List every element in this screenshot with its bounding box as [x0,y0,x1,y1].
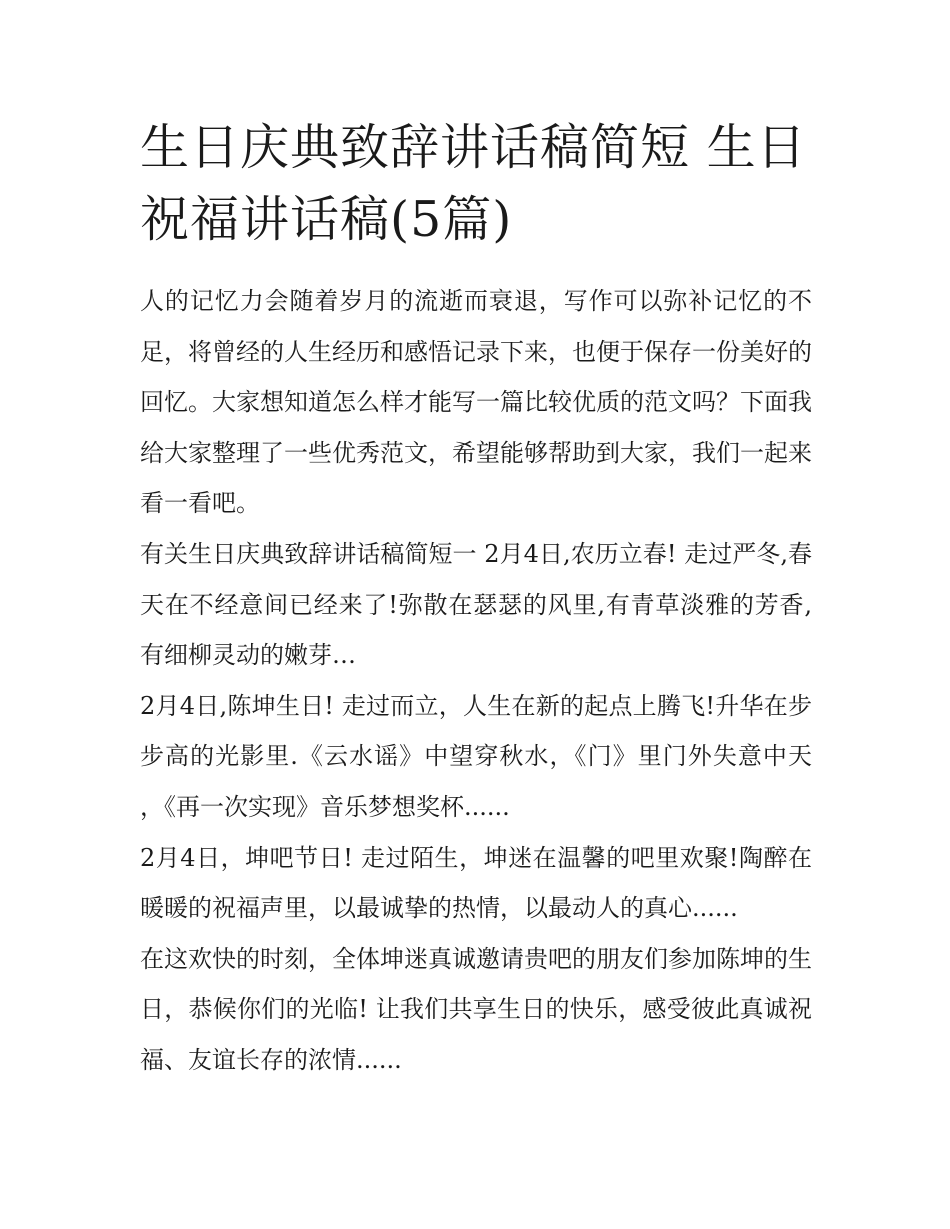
paragraph-2: 2月4日,陈坤生日! 走过而立，人生在新的起点上腾飞!升华在步步高的光影里.《云水谣》中望穿秋水，《门》里门外失意中天 ，《再一次实现》音乐梦想奖杯...... [140,691,812,821]
document-page [140,112,812,1086]
paragraph-intro: 人的记忆力会随着岁月的流逝而衰退，写作可以弥补记忆的不足，将曾经的人生经历和感悟记录下来，也便于保存一份美好的回忆。大家想知道怎么样才能写一篇比较优质的范文吗？下面我给大家整理了一些优秀范文，希望能够帮助到大家，我们一起来看一看吧。 [140,287,812,518]
paragraph-1: 有关生日庆典致辞讲话稿简短一 2月4日,农历立春! 走过严冬,春天在不经意间已经来了!弥散在瑟瑟的风里,有青草淡雅的芳香,有细柳灵动的嫩芽… [140,539,812,670]
paragraph-3: 2月4日，坤吧节日! 走过陌生，坤迷在温馨的吧里欢聚!陶醉在暖暖的祝福声里，以最诚挚的热情，以最动人的真心...... [140,843,812,923]
document-title: 生日庆典致辞讲话稿简短 生日祝福讲话稿(5篇) [140,119,807,248]
paragraph-4: 在这欢快的时刻，全体坤迷真诚邀请贵吧的朋友们参加陈坤的生日，恭候你们的光临! 让我们共享生日的快乐，感受彼此真诚祝福、友谊长存的浓情...... [140,944,812,1074]
document-body [140,276,812,1086]
